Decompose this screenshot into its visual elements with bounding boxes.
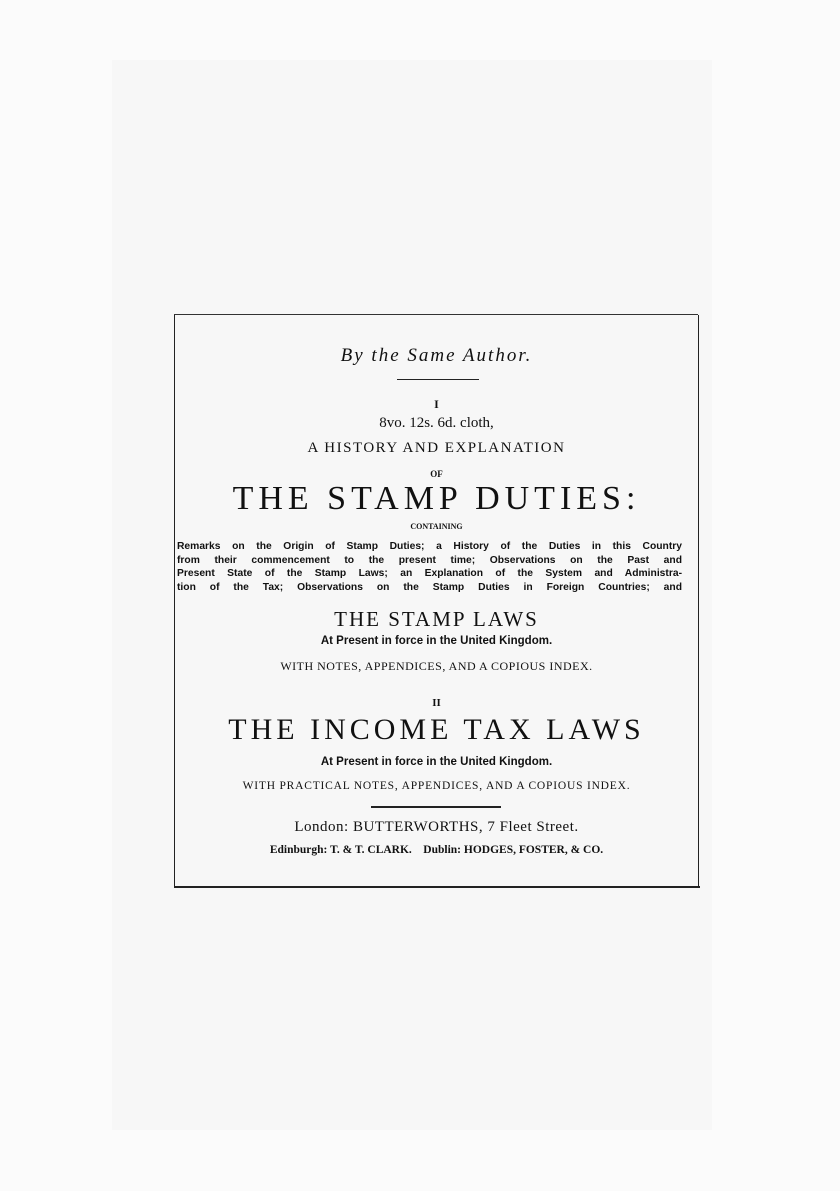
item-one-description: [175, 540, 682, 594]
item-one-with-notes: WITH NOTES, APPENDICES, AND A COPIOUS INDEX.: [280, 659, 593, 673]
item-two-present-in-force: At Present in force in the United Kingdom.: [320, 756, 553, 768]
publisher-london: London: BUTTERWORTHS, 7 Fleet Street.: [294, 819, 579, 835]
item-one-containing: CONTAINING: [410, 522, 463, 531]
item-two-with-notes: WITH PRACTICAL NOTES, APPENDICES, AND A COPIOUS INDEX.: [242, 780, 631, 792]
box-bottom-rule: [174, 886, 700, 888]
item-one-laws-title: THE STAMP LAWS: [334, 607, 539, 631]
description-line: from their commencement to the present time; Observations on the Past and: [177, 554, 682, 566]
description-line: tion of the Tax; Observations on the Stamp Duties in Foreign Countries; and: [177, 581, 682, 593]
item-one-history-title: A HISTORY AND EXPLANATION: [307, 440, 566, 456]
item-one-main-title: THE STAMP DUTIES:: [232, 480, 641, 517]
item-one-price: 8vo. 12s. 6d. cloth,: [379, 415, 494, 431]
heading: By the Same Author.: [340, 345, 533, 366]
item-two-main-title: THE INCOME TAX LAWS: [228, 713, 645, 746]
heading-rule: [397, 379, 479, 380]
item-one-present-in-force: At Present in force in the United Kingdom.: [320, 635, 553, 647]
publisher-branches: Edinburgh: T. & T. CLARK. Dublin: HODGES, FOSTER, & CO.: [269, 844, 604, 856]
item-two-numeral: II: [432, 697, 441, 709]
publisher-rule: [371, 806, 501, 808]
advertisement-box: [174, 315, 699, 887]
advertisement-content: [175, 315, 698, 887]
description-line: Remarks on the Origin of Stamp Duties; a History of the Duties in this Country: [177, 541, 682, 552]
description-line: Present State of the Stamp Laws; an Explanation of the System and Administra-: [177, 568, 682, 580]
item-one-of: OF: [430, 469, 443, 479]
item-one-numeral: I: [434, 397, 439, 411]
